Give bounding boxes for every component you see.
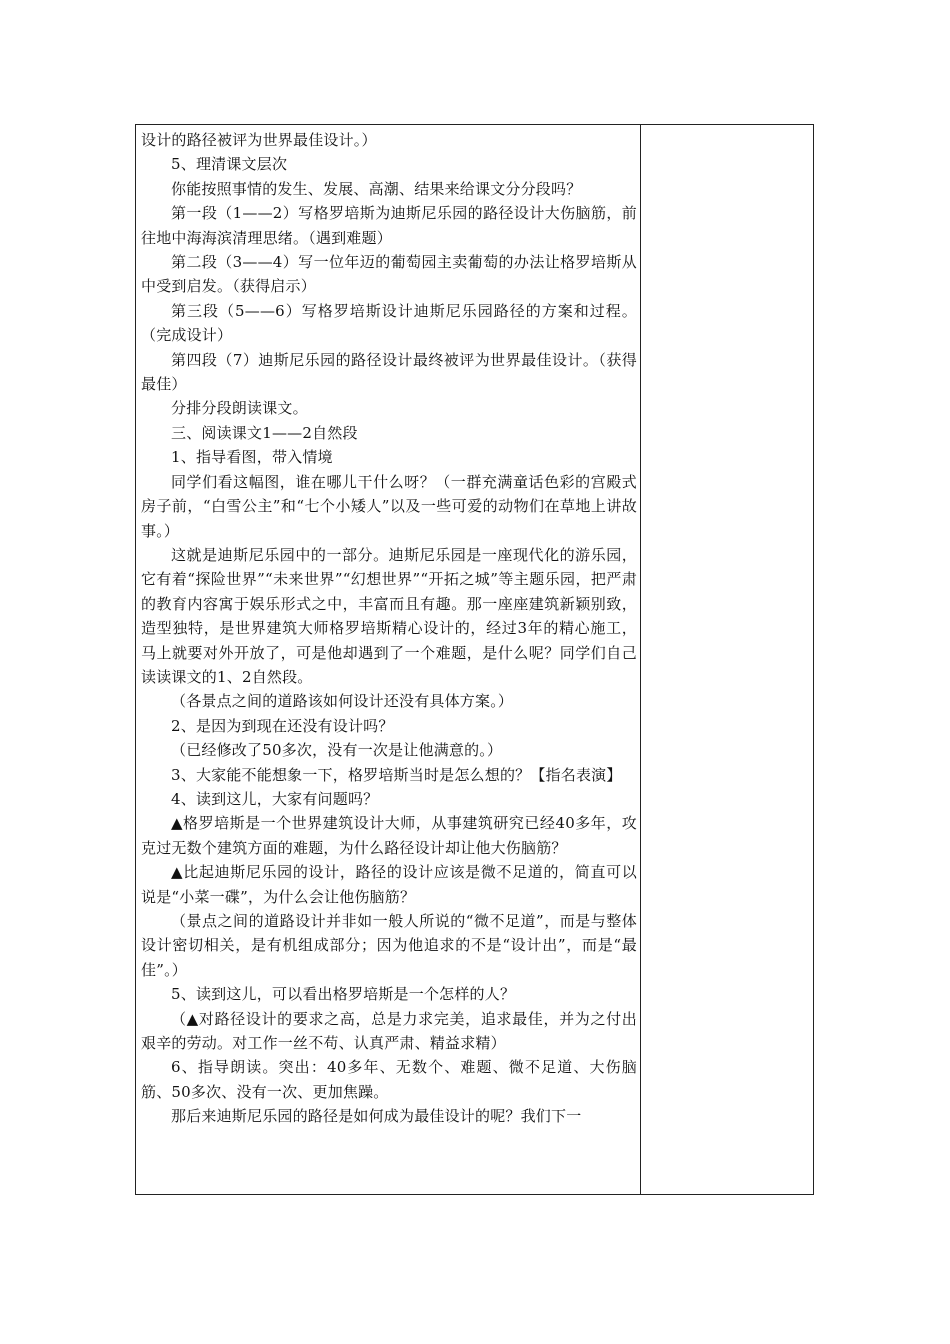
content-paragraph: （各景点之间的道路该如何设计还没有具体方案。） [171,692,514,711]
content-paragraph: 同学们看这幅图，谁在哪儿干什么呀？（一群充满童话色彩的宫殿式房子前，“白雪公主”和“七个小矮人”以及一些可爱的动物们在草地上讲故事。） [141,472,637,540]
lesson-plan-table [135,124,814,1195]
content-paragraph: （景点之间的道路设计并非如一般人所说的“微不足道”，而是与整体设计密切相关，是有机组成部分；因为他追求的不是“设计出”，而是“最佳”。） [141,912,637,979]
lesson-content-cell [136,125,641,1194]
notes-column-cell [641,125,813,1194]
content-paragraph: 分排分段朗读课文。 [171,399,308,418]
content-paragraph: ▲格罗培斯是一个世界建筑设计大师，从事建筑研究已经40多年，攻克过无数个建筑方面的难题，为什么路径设计却让他大伤脑筋？ [141,814,637,857]
content-paragraph: 5、读到这儿，可以看出格罗培斯是一个怎样的人？ [171,985,516,1004]
content-paragraph: 设计的路径被评为世界最佳设计。） [141,131,377,149]
content-paragraph: 2、是因为到现在还没有设计吗？ [171,716,394,735]
content-paragraph: 1、指导看图，带入情境 [171,448,333,467]
content-paragraph: 第一段（1——2）写格罗培斯为迪斯尼乐园的路径设计大伤脑筋，前往地中海海滨清理思绪。（遇到难题） [141,204,637,247]
content-paragraph: 3、大家能不能想象一下，格罗培斯当时是怎么想的？【指名表演】 [171,765,622,784]
content-paragraph: 6、指导朗读。突出：40多年、无数个、难题、微不足道、大伤脑筋、50多次、没有一次、更加焦躁。 [141,1058,637,1101]
content-paragraph: （▲对路径设计的要求之高，总是力求完美，追求最佳，并为之付出艰辛的劳动。对工作一丝不苟、认真严肃、精益求精） [141,1009,637,1053]
content-paragraph: 5、理清课文层次 [171,155,288,174]
content-paragraph: 第二段（3——4）写一位年迈的葡萄园主卖葡萄的办法让格罗培斯从中受到启发。（获得启示） [141,253,637,296]
content-paragraph: （已经修改了50多次，没有一次是让他满意的。） [171,741,503,760]
content-paragraph: 三、阅读课文1——2自然段 [171,423,358,442]
content-paragraph: 那后来迪斯尼乐园的路径是如何成为最佳设计的呢？我们下一 [171,1107,582,1126]
content-paragraph: 4、读到这儿，大家有问题吗？ [171,789,379,808]
content-paragraph: 你能按照事情的发生、发展、高潮、结果来给课文分分段吗？ [171,179,582,198]
content-paragraph: ▲比起迪斯尼乐园的设计，路径的设计应该是微不足道的，简直可以说是“小菜一碟”，为什么会让他伤脑筋？ [141,863,637,906]
content-paragraph: 第三段（5——6）写格罗培斯设计迪斯尼乐园路径的方案和过程。（完成设计） [141,301,637,345]
content-paragraph: 这就是迪斯尼乐园中的一部分。迪斯尼乐园是一座现代化的游乐园，它有着“探险世界”“未来世界”“幻想世界”“开拓之城”等主题乐园，把严肃的教育内容寓于娱乐形式之中，丰富而且有趣。那一座座建筑新颖别致，造型独特，是世界建筑大师格罗培斯精心设计的，经过3年的精心施工，马上就要对外开放了，可是他却遇到了一个难题，是什么呢？同学们自己读读课文的1、2自然段。 [141,545,637,686]
content-paragraph: 第四段（7）迪斯尼乐园的路径设计最终被评为世界最佳设计。（获得最佳） [141,350,637,394]
